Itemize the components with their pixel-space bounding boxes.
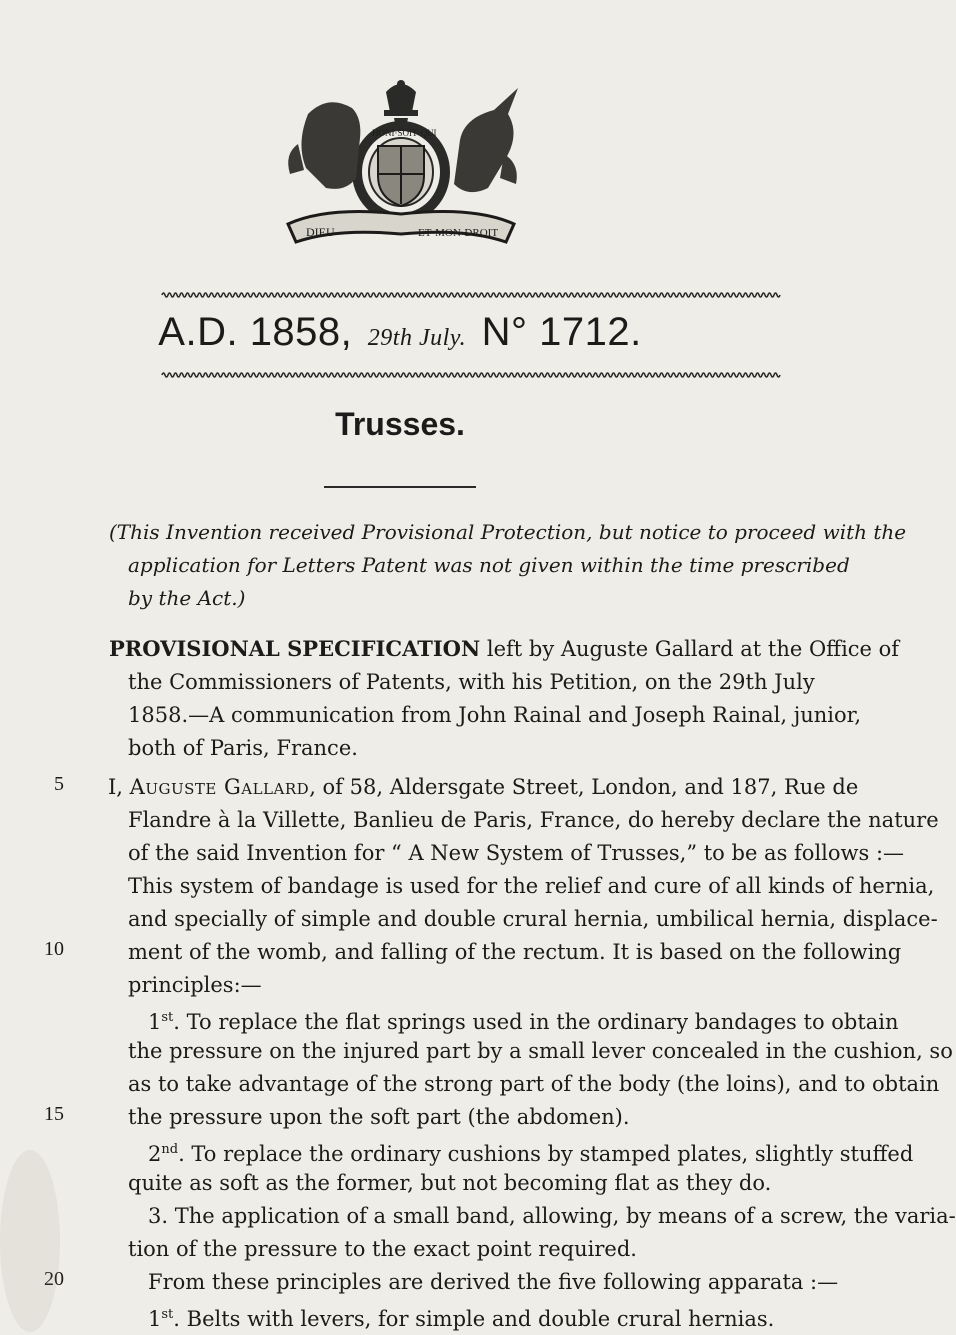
paragraph-line: the pressure upon the soft part (the abdomen). (128, 1105, 630, 1129)
note-line: application for Letters Patent was not given within the time prescribed (128, 553, 850, 577)
paragraph-line: I, Auguste Gallard, of 58, Aldersgate Street, London, and 187, Rue de (108, 775, 859, 799)
note-line: (This Invention received Provisional Protection, but notice to proceed with the (109, 520, 907, 544)
paragraph-line: Flandre à la Villette, Banlieu de Paris, France, do hereby declare the nature (128, 808, 939, 832)
line-number: 5 (54, 773, 64, 795)
ornamental-rule-bottom (162, 370, 780, 380)
page-title: Trusses. (335, 406, 465, 442)
paper-stain (0, 1150, 60, 1332)
title-divider (324, 486, 476, 488)
year-label: A.D. 1858, (158, 310, 353, 354)
line-number: 20 (44, 1268, 64, 1290)
paragraph-line: ment of the womb, and falling of the rectum. It is based on the following (128, 940, 902, 964)
garter-motto: HONI·SOIT·QUI (372, 128, 437, 138)
paragraph-line: 1st. Belts with levers, for simple and double crural hernias. (148, 1307, 775, 1331)
paragraph-line: the Commissioners of Patents, with his Petition, on the 29th July (128, 670, 815, 694)
motto-right: ET·MON·DROIT (418, 227, 499, 239)
date-label: 29th July. (367, 325, 467, 351)
motto-left: DIEU (306, 225, 335, 239)
paragraph-line: and specially of simple and double crural hernia, umbilical hernia, displace- (128, 907, 938, 931)
paragraph-line (109, 633, 899, 665)
spec-heading-rest: left by Auguste Gallard at the Office of (480, 637, 900, 661)
paragraph-line: as to take advantage of the strong part of the body (the loins), and to obtain (128, 1072, 940, 1096)
paragraph-line: 1858.—A communication from John Rainal and Joseph Rainal, junior, (128, 703, 862, 727)
paragraph-line: 3. The application of a small band, allowing, by means of a screw, the varia- (148, 1204, 956, 1228)
paragraph-line: This system of bandage is used for the relief and cure of all kinds of hernia, (128, 874, 935, 898)
paragraph-line: the pressure on the injured part by a small lever concealed in the cushion, so (128, 1039, 953, 1063)
paragraph-line: 2nd. To replace the ordinary cushions by stamped plates, slightly stuffed (148, 1142, 914, 1166)
ornamental-rule-top (162, 290, 780, 300)
paragraph-line: From these principles are derived the five following apparata :— (148, 1270, 839, 1294)
line-number: 10 (44, 938, 64, 960)
line-number: 15 (44, 1103, 64, 1125)
paragraph-rest: , of 58, Aldersgate Street, London, and 187, Rue de (309, 775, 859, 799)
paragraph-line: tion of the pressure to the exact point required. (128, 1237, 637, 1261)
paragraph-line: principles:— (128, 973, 262, 997)
paragraph-line: of the said Invention for “ A New System of Trusses,” to be as follows :— (128, 841, 905, 865)
paragraph-line: both of Paris, France. (128, 736, 358, 760)
royal-coat-of-arms-icon (268, 74, 534, 252)
patent-number: N° 1712. (481, 310, 642, 354)
note-line: by the Act.) (128, 586, 246, 610)
patent-header (0, 305, 800, 356)
spec-heading: PROVISIONAL SPECIFICATION (109, 636, 481, 661)
paragraph-line: 1st. To replace the flat springs used in the ordinary bandages to obtain (148, 1010, 899, 1034)
paragraph-line: quite as soft as the former, but not becoming flat as they do. (128, 1171, 772, 1195)
inventor-name: Auguste Gallard (129, 775, 310, 799)
